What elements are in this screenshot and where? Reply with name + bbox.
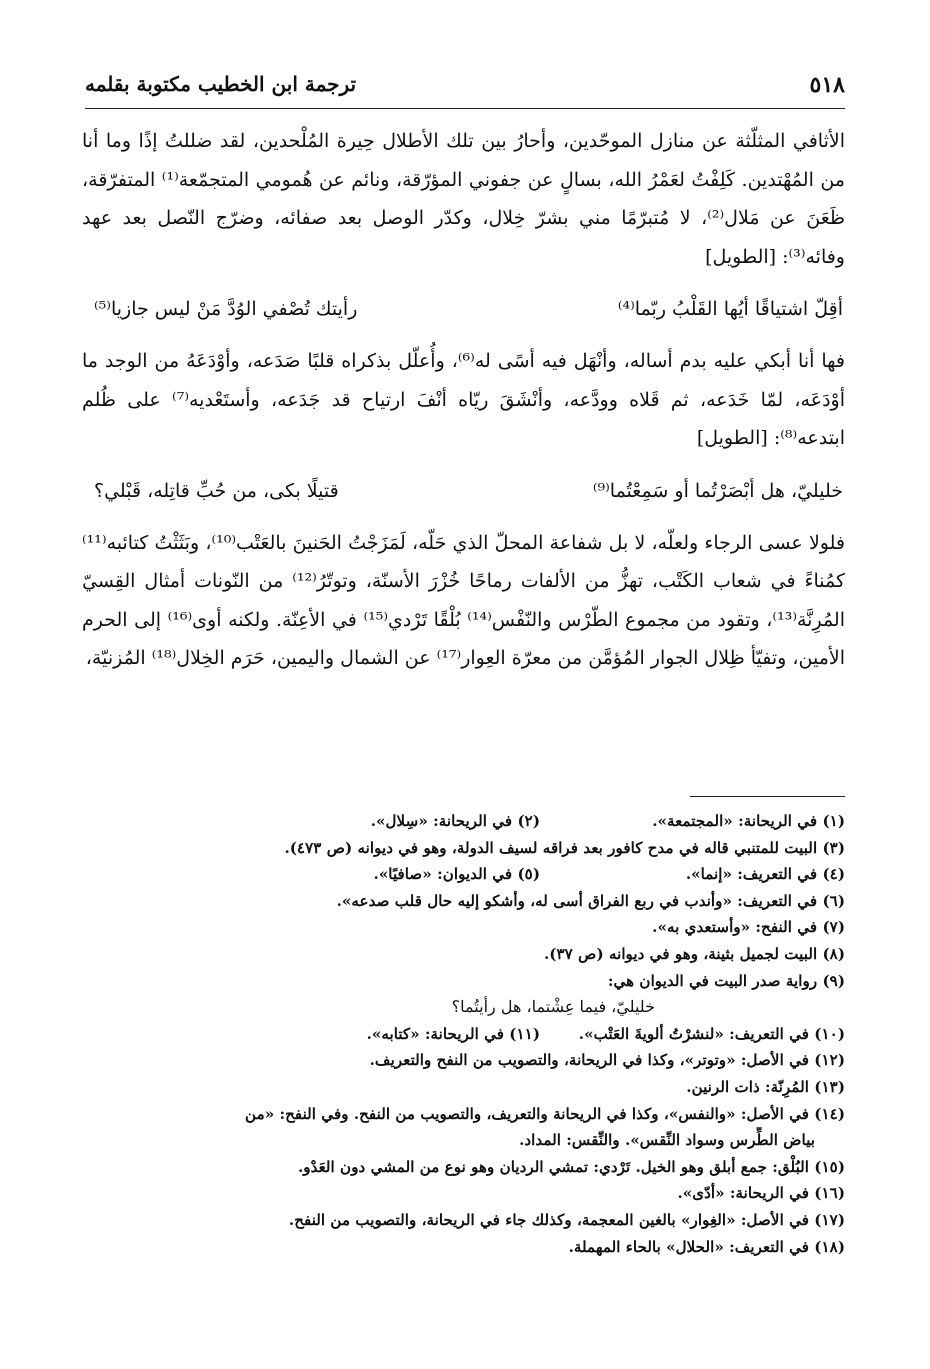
paragraph-2: فها أنا أبكي عليه بدم أساله، وأنْهَل فيه أسًى له⁽⁶⁾، وأُعلّل بذكراه قلبًا صَدَعه، وأوْدَعَهُ من الوجد ما أوْدَعَه، لمّا خَدَعه، ثم قَلاه وودَّعه، وأنْشَقَ ريّاه أنْفَ ارتياح قد جَدَعه، وأستَعْديه⁽⁷⁾ على ظُلم ابتدعه⁽⁸⁾: [الطويل] — [82, 350, 845, 449]
footnote-11: (١١) في الريحانة: «كتابه». — [366, 1024, 540, 1043]
page-number: ٥١٨ — [809, 72, 845, 98]
footnote-divider — [690, 796, 845, 797]
verse-1 — [82, 290, 845, 328]
footnote-18: (١٨) في التعريف: «الحلال» بالحاء المهملة. — [568, 1237, 845, 1256]
verse-2-first-hemistich: خليليّ، هل أبْصَرْتُما أو سَمِعْتُما⁽⁹⁾ — [592, 479, 843, 502]
footnote-row — [82, 861, 845, 888]
footnote-10: (١٠) في التعريف: «لنشرْتُ ألويةَ العَتْب». — [578, 1024, 845, 1043]
footnote-15: (١٥) البُلْق: جمع أبلق وهو الخيل. تَرْدي: تمشي الرديان وهو نوع من المشي دون العَدْو. — [297, 1157, 845, 1176]
footnote-14: (١٤) في الأصل: «والنفس»، وكذا في الريحانة والتعريف، والتصويب من النفح. وفي النفح: «من — [245, 1104, 845, 1123]
verse-1-first-hemistich: أقِلّ اشتياقًا أيُها القَلْبُ ربّما⁽⁴⁾ — [617, 298, 843, 320]
verse-1-second-hemistich: رأيتك تُصْفي الوُدَّ مَنْ ليس جازيا⁽⁵⁾ — [94, 298, 358, 320]
footnote-13: (١٣) المُرِنّة: ذات الرنين. — [686, 1077, 845, 1096]
footnote-9-verse: خليليّ، فيما عِشْتما، هل رأيتُما؟ — [451, 997, 655, 1017]
footnote-row — [82, 1021, 845, 1048]
footnote-1: (١) في الريحانة: «المجتمعة». — [652, 812, 845, 830]
footnote-7: (٧) في النفح: «وأستعدي به». — [652, 918, 845, 937]
verse-2 — [82, 472, 845, 510]
paragraph-1: الأثافي المثلّثة عن منازل الموحّدين، وأحارُ بين تلك الأطلال حِيرة المُلْحدين، لقد ضللتُ إذًا وما أنا من المُهْتدين. كَلِفْتُ لعَمْرُ الله، بسالٍ عن جفوني المؤرّقة، ونائم عن هُمومي المتجمّعة⁽¹⁾ المتفرّقة، ظَعَنَ عن مَلال⁽²⁾، لا مُتبرّمًا مني بشرّ خِلال، وكدّر الوصل بعد صفائه، وضرّج النّصل بعد عهد وفائه⁽³⁾: [الطويل] — [82, 130, 845, 268]
footnote-9: (٩) رواية صدر البيت في الديوان هي: — [607, 971, 845, 990]
footnote-14-continued: بياض الطِّرس وسواد النِّقس». والنِّقس: المداد. — [519, 1131, 815, 1150]
footnote-17: (١٧) في الأصل: «الغِوار» بالغين المعجمة، وكذلك جاء في الريحانة، والتصويب من النفح. — [288, 1210, 845, 1229]
footnote-6: (٦) في التعريف: «وأندب في ربع الفراق أسى له، وأشكو إليه حال قلب صدعه». — [336, 891, 845, 910]
main-text — [82, 122, 845, 678]
footnotes — [82, 808, 845, 1260]
footnote-12: (١٢) في الأصل: «وتوتر»، وكذا في الريحانة، والتصويب من النفح والتعريف. — [369, 1051, 845, 1070]
footnote-4: (٤) في التعريف: «إنما». — [685, 865, 845, 884]
footnote-2: (٢) في الريحانة: «سِلال». — [370, 812, 540, 830]
paragraph-3: فلولا عسى الرجاء ولعلّه، لا بل شفاعة المحلّ الذي حَلّه، لَمَزَجْتُ الحَنينَ بالعَتْب⁽¹⁰⁾، وبَثَثْتُ كتائبه⁽¹¹⁾ كمُناءً في شعاب الكَتْب، تهزُّ من الألفات رماحًا خُزْرَ الأسنّة، وتوتّرُ⁽¹²⁾ من النّونات أمثال القِسيّ المُرِنَّة⁽¹³⁾، وتقود من مجموع الطّرْس والنّفْس⁽¹⁴⁾ بُلْقًا تَرْدي⁽¹⁵⁾ في الأعِنّة. ولكنه أوى⁽¹⁶⁾ إلى الحرم الأمين، وتفيّأ ظِلال الجوار المُؤمَّن من معرّة العِوار⁽¹⁷⁾ عن الشمال واليمين، حَرَم الخِلال⁽¹⁸⁾ المُزنيّة، — [82, 531, 846, 669]
footnote-16: (١٦) في الريحانة: «أدّى». — [677, 1184, 845, 1203]
verse-2-second-hemistich: قتيلًا بكى، من حُبِّ قاتِله، قَبْلي؟ — [94, 479, 339, 502]
footnote-5: (٥) في الديوان: «صافيًا». — [373, 865, 540, 884]
page-header — [85, 64, 845, 109]
footnote-row — [82, 808, 845, 835]
running-title: ترجمة ابن الخطيب مكتوبة بقلمه — [85, 72, 357, 96]
footnote-8: (٨) البيت لجميل بثينة، وهو في ديوانه (ص ٣٧). — [544, 944, 845, 963]
footnote-3: (٣) البيت للمتنبي قاله في مدح كافور بعد فراقه لسيف الدولة، وهو في ديوانه (ص ٤٧٣). — [284, 838, 845, 857]
